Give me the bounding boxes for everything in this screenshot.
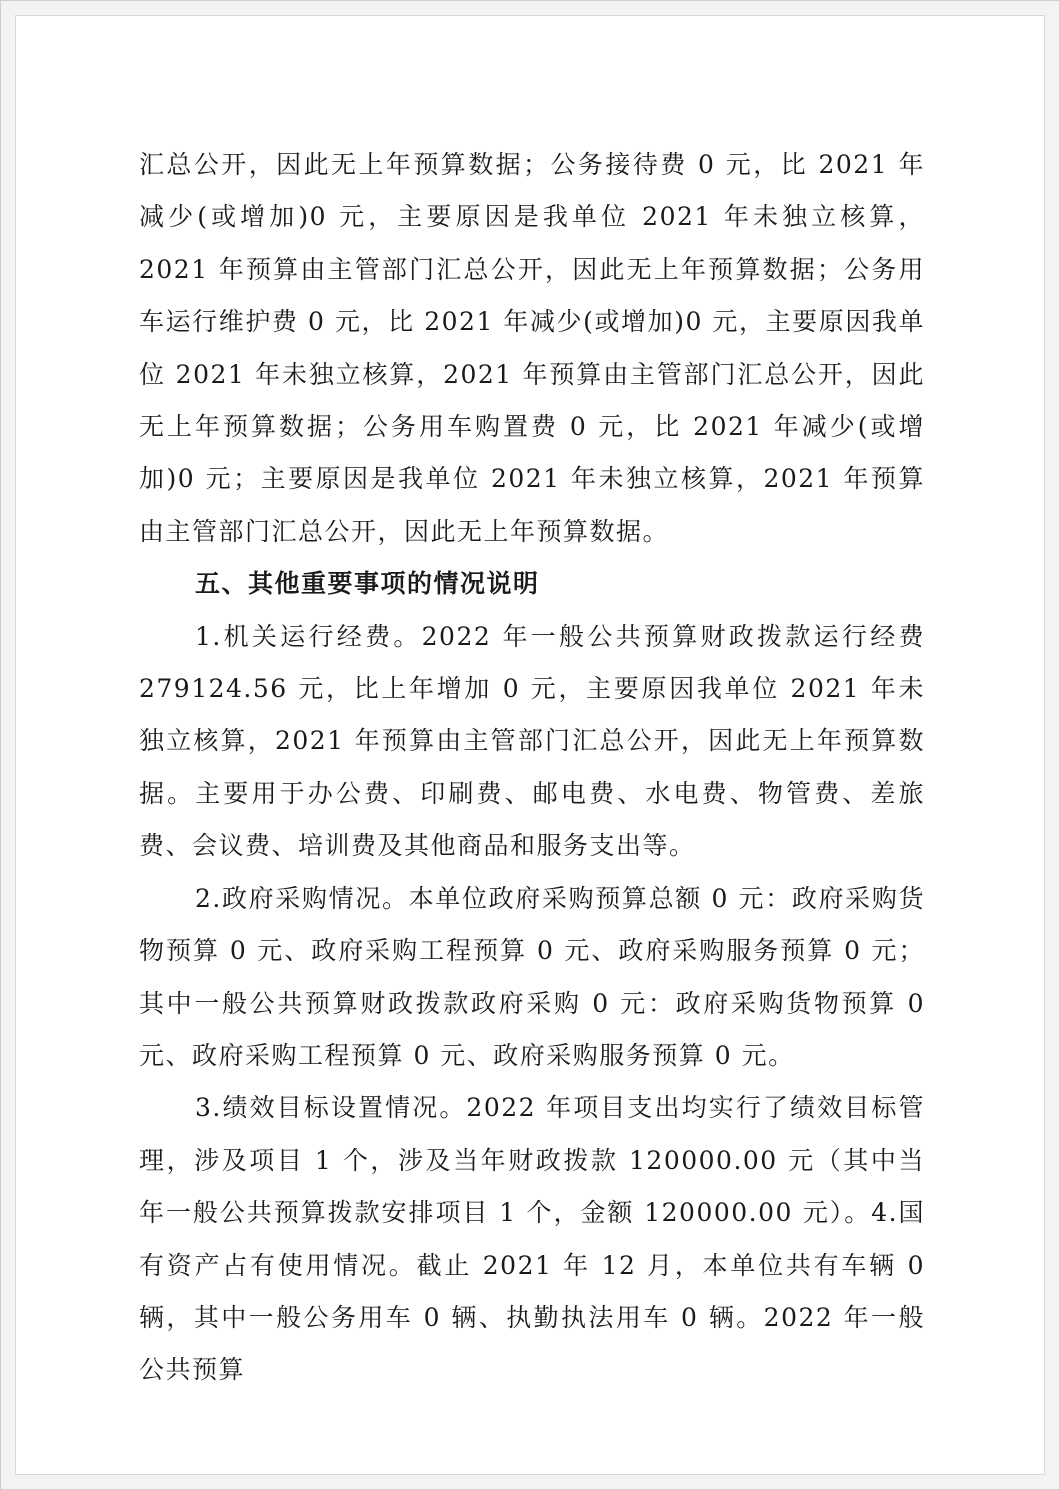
paragraph-item-2: 2.政府采购情况。本单位政府采购预算总额 0 元：政府采购货物预算 0 元、政府采购工程预算 0 元、政府采购服务预算 0 元；其中一般公共预算财政拨款政府采购 0 元：政府采购货物预算 0 元、政府采购工程预算 0 元、政府采购服务预算 0 元。 [139, 883, 925, 1070]
paragraph-item-1: 1.机关运行经费。2022 年一般公共预算财政拨款运行经费 279124.56 元，比上年增加 0 元，主要原因我单位 2021 年未独立核算，2021 年预算由主管部门汇总公开，因此无上年预算数据。主要用于办公费、印刷费、邮电费、水电费、物管费、差旅费、会议费、培训费及其他商品和服务支出等。 [139, 621, 925, 861]
paragraph-item-3: 3.绩效目标设置情况。2022 年项目支出均实行了绩效目标管理，涉及项目 1 个，涉及当年财政拨款 120000.00 元（其中当年一般公共预算拨款安排项目 1 个，金额 120000.00 元）。4.国有资产占有使用情况。截止 2021 年 12 月，本单位共有车辆 0 辆，其中一般公务用车 0 辆、执勤执法用车 0 辆。2022 年一般公共预算 [139, 1093, 925, 1385]
document-body [139, 139, 925, 1397]
paragraph-continuation: 汇总公开，因此无上年预算数据；公务接待费 0 元，比 2021 年减少(或增加)0 元，主要原因是我单位 2021 年未独立核算，2021 年预算由主管部门汇总公开，因此无上年预算数据；公务用车运行维护费 0 元，比 2021 年减少(或增加)0 元，主要原因我单位 2021 年未独立核算，2021 年预算由主管部门汇总公开，因此无上年预算数据；公务用车购置费 0 元，比 2021 年减少(或增加)0 元；主要原因是我单位 2021 年未独立核算，2021 年预算由主管部门汇总公开，因此无上年预算数据。 [139, 150, 925, 546]
section-heading: 五、其他重要事项的情况说明 [195, 569, 540, 599]
